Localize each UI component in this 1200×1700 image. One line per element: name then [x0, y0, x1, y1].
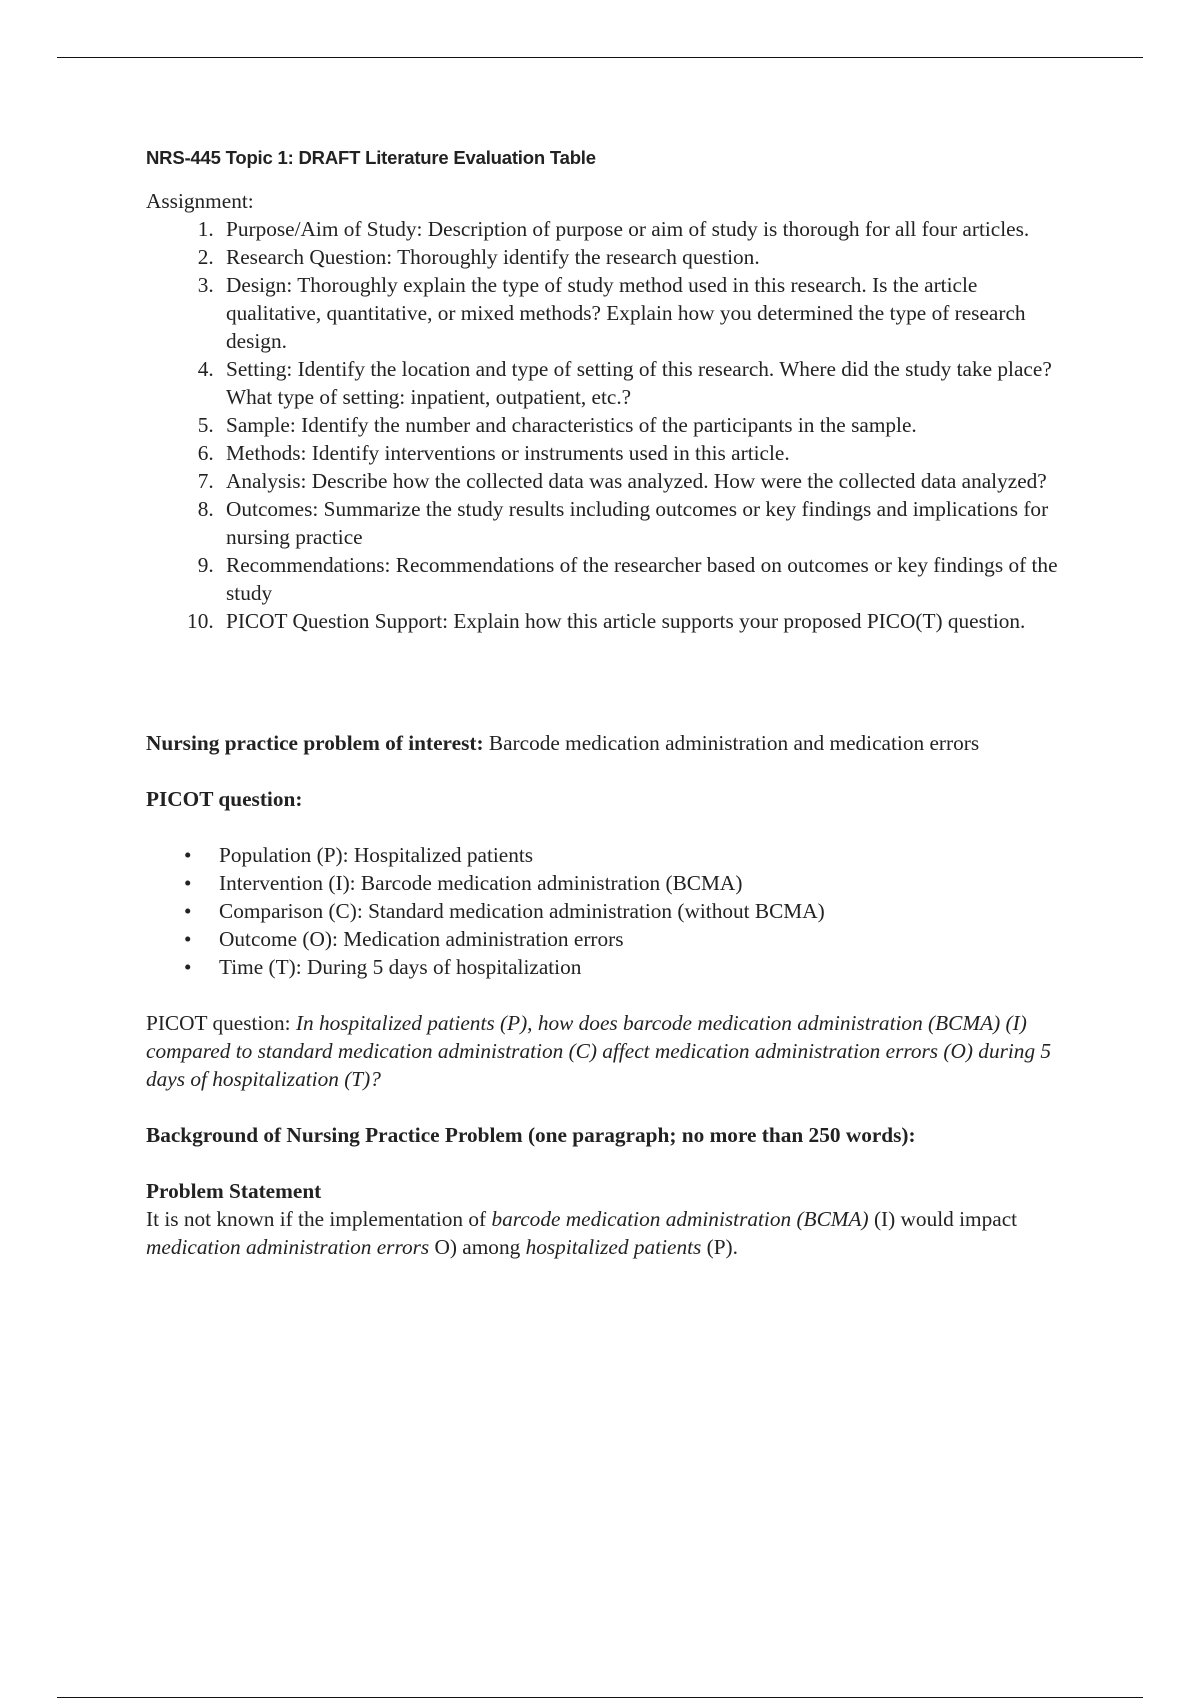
bullet-icon: • — [184, 899, 192, 923]
document-title: NRS-445 Topic 1: DRAFT Literature Evaluation Table — [146, 147, 596, 168]
assignment-item: 3. Design: Thoroughly explain the type of study method used in this research. Is the article qualitative, quantitative, or mixed methods? Explain how you determined the type of research design. — [219, 271, 1076, 355]
assignment-item: 1. Purpose/Aim of Study: Description of purpose or aim of study is thorough for all four articles. — [219, 215, 1076, 243]
picot-item — [184, 841, 1076, 869]
picot-item — [184, 925, 1076, 953]
ps-emphasis: hospitalized patients — [525, 1235, 702, 1259]
problem-statement — [146, 1205, 1076, 1261]
bullet-icon: • — [184, 927, 192, 951]
ps-text: O) among — [429, 1235, 526, 1259]
assignment-item: 4. Setting: Identify the location and type of setting of this research. Where did the study take place? What type of setting: inpatient, outpatient, etc.? — [219, 355, 1076, 411]
header-rule — [57, 57, 1143, 58]
assignment-item: 9. Recommendations: Recommendations of the researcher based on outcomes or key findings of the study — [219, 551, 1076, 607]
assignment-item: 6. Methods: Identify interventions or instruments used in this article. — [219, 439, 1076, 467]
picot-item-text: Outcome (O): Medication administration errors — [219, 927, 624, 951]
practice-problem-text: Barcode medication administration and medication errors — [483, 731, 980, 755]
picot-item — [184, 869, 1076, 897]
picot-question-label: PICOT question: — [146, 1011, 296, 1035]
problem-statement-heading: Problem Statement — [146, 1179, 322, 1203]
assignment-list — [146, 215, 1076, 635]
ps-text: (P). — [701, 1235, 738, 1259]
picot-item-text: Comparison (C): Standard medication administration (without BCMA) — [219, 899, 825, 923]
ps-emphasis: barcode medication administration (BCMA) — [491, 1207, 869, 1231]
picot-list — [146, 841, 1076, 981]
bullet-icon: • — [184, 871, 192, 895]
picot-item-text: Intervention (I): Barcode medication administration (BCMA) — [219, 871, 743, 895]
practice-problem — [146, 729, 1076, 757]
assignment-item: 5. Sample: Identify the number and characteristics of the participants in the sample. — [219, 411, 1076, 439]
background-heading: Background of Nursing Practice Problem (one paragraph; no more than 250 words): — [146, 1123, 916, 1147]
assignment-item: 7. Analysis: Describe how the collected data was analyzed. How were the collected data analyzed? — [219, 467, 1076, 495]
picot-item-text: Time (T): During 5 days of hospitalization — [219, 955, 582, 979]
assignment-label: Assignment: — [146, 189, 254, 213]
picot-item-text: Population (P): Hospitalized patients — [219, 843, 534, 867]
picot-question-text: In hospitalized patients (P), how does barcode medication administration (BCMA) (I) compared to standard medication administration (C) affect medication administration errors (O) during 5 days of hospitalization (T)? — [146, 1011, 1052, 1091]
picot-question — [146, 1009, 1076, 1093]
assignment-item: 10. PICOT Question Support: Explain how this article supports your proposed PICO(T) question. — [219, 607, 1076, 635]
picot-item — [184, 953, 1076, 981]
spacer — [146, 635, 1076, 729]
ps-text: It is not known if the implementation of — [146, 1207, 492, 1231]
practice-problem-label: Nursing practice problem of interest: — [146, 731, 484, 755]
document-body — [146, 145, 1076, 1261]
assignment-item: 8. Outcomes: Summarize the study results including outcomes or key findings and implications for nursing practice — [219, 495, 1076, 551]
ps-text: (I) would impact — [868, 1207, 1018, 1231]
bullet-icon: • — [184, 955, 192, 979]
picot-heading: PICOT question: — [146, 787, 303, 811]
picot-item — [184, 897, 1076, 925]
assignment-item: 2. Research Question: Thoroughly identify the research question. — [219, 243, 1076, 271]
bullet-icon: • — [184, 843, 192, 867]
footer-rule — [57, 1697, 1143, 1698]
ps-emphasis: medication administration errors — [146, 1235, 430, 1259]
